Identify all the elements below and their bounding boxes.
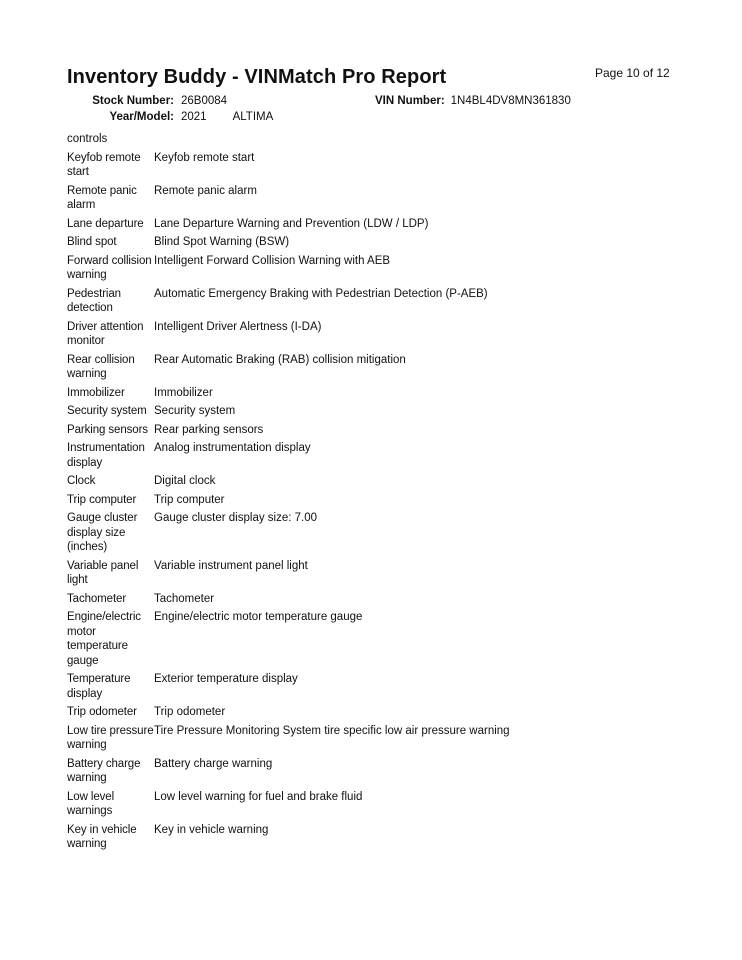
spec-row	[67, 559, 707, 588]
spec-label: Trip odometer	[67, 706, 137, 718]
spec-row	[67, 705, 707, 720]
spec-row	[67, 423, 707, 438]
spec-description: Security system	[154, 405, 236, 417]
spec-label: Blind spot	[67, 236, 117, 248]
spec-row	[67, 404, 707, 419]
spec-description: Lane Departure Warning and Prevention (LDW / LDP)	[154, 217, 429, 230]
spec-description: Low level warning for fuel and brake fluid	[154, 790, 363, 803]
spec-description: Rear parking sensors	[154, 423, 264, 436]
vin-number-value: 1N4BL4DV8MN361830	[450, 95, 571, 107]
spec-description: Immobilizer	[154, 386, 213, 399]
spec-row	[67, 254, 707, 283]
spec-label: Trip computer	[67, 493, 137, 506]
spec-label: Low level warnings	[67, 790, 115, 817]
year-value: 2021	[181, 111, 207, 123]
model-value: ALTIMA	[232, 111, 274, 123]
continuation-text: controls	[67, 133, 108, 145]
spec-description: Exterior temperature display	[154, 673, 298, 685]
spec-label: Clock	[67, 475, 96, 487]
spec-description: Intelligent Forward Collision Warning with AEB	[154, 254, 391, 267]
spec-row	[67, 386, 707, 401]
spec-row	[67, 757, 707, 786]
spec-description: Trip computer	[154, 493, 225, 506]
spec-label: Low tire pressure warning	[67, 724, 154, 751]
vin-number-row	[375, 95, 571, 107]
spec-label: Immobilizer	[67, 386, 125, 399]
spec-label: Lane departure	[67, 217, 144, 230]
spec-row	[67, 151, 707, 180]
spec-description: Engine/electric motor temperature gauge	[154, 611, 363, 623]
spec-row	[67, 493, 707, 508]
spec-description: Battery charge warning	[154, 757, 273, 770]
spec-description: Analog instrumentation display	[154, 442, 311, 454]
spec-label: Engine/electric motor temperature gauge	[67, 611, 141, 667]
spec-description: Intelligent Driver Alertness (I-DA)	[154, 320, 322, 333]
spec-label: Battery charge warning	[67, 757, 141, 784]
spec-row	[67, 592, 707, 607]
spec-label: Instrumentation display	[67, 442, 145, 469]
spec-row	[67, 287, 707, 316]
spec-row	[67, 790, 707, 819]
vin-number-label: VIN Number:	[375, 95, 445, 107]
spec-description: Digital clock	[154, 475, 216, 487]
spec-description: Blind Spot Warning (BSW)	[154, 236, 290, 248]
spec-row	[67, 610, 707, 668]
spec-row	[67, 672, 707, 701]
year-model-label: Year/Model:	[109, 111, 174, 123]
spec-row	[67, 217, 707, 232]
stock-number-row	[90, 95, 227, 107]
stock-number-label: Stock Number:	[92, 95, 174, 107]
spec-label: Rear collision warning	[67, 353, 135, 380]
report-title: Inventory Buddy - VINMatch Pro Report	[67, 66, 447, 88]
spec-row	[67, 184, 707, 213]
spec-description: Key in vehicle warning	[154, 823, 269, 836]
spec-label: Security system	[67, 405, 147, 417]
stock-number-value: 26B0084	[181, 95, 228, 107]
spec-description: Trip odometer	[154, 706, 226, 718]
spec-row	[67, 823, 707, 852]
spec-label: Variable panel light	[67, 559, 139, 586]
spec-label: Keyfob remote start	[67, 151, 141, 178]
spec-description: Automatic Emergency Braking with Pedestrian Detection (P-AEB)	[154, 287, 488, 300]
spec-description: Variable instrument panel light	[154, 559, 308, 572]
page-number: Page 10 of 12	[595, 66, 670, 80]
spec-row	[67, 235, 707, 250]
spec-label: Gauge cluster display size (inches)	[67, 512, 138, 553]
spec-rows	[67, 151, 707, 852]
spec-description: Gauge cluster display size: 7.00	[154, 512, 318, 524]
spec-description: Remote panic alarm	[154, 184, 257, 197]
spec-row	[67, 474, 707, 489]
spec-row	[67, 511, 707, 555]
spec-row	[67, 724, 707, 753]
spec-description: Tire Pressure Monitoring System tire specific low air pressure warning	[154, 724, 510, 737]
spec-label: Pedestrian detection	[67, 287, 121, 314]
spec-label: Driver attention monitor	[67, 320, 144, 347]
spec-label: Tachometer	[67, 592, 127, 605]
year-model-row	[90, 111, 273, 123]
spec-row	[67, 441, 707, 470]
spec-description: Tachometer	[154, 592, 215, 605]
spec-label: Forward collision warning	[67, 254, 152, 281]
spec-row	[67, 320, 707, 349]
spec-label: Temperature display	[67, 673, 131, 700]
spec-row	[67, 353, 707, 382]
spec-label: Parking sensors	[67, 423, 148, 436]
spec-description: Keyfob remote start	[154, 151, 255, 164]
spec-label: Remote panic alarm	[67, 184, 137, 211]
spec-label: Key in vehicle warning	[67, 823, 137, 850]
spec-description: Rear Automatic Braking (RAB) collision mitigation	[154, 353, 406, 366]
spec-list	[67, 132, 707, 856]
